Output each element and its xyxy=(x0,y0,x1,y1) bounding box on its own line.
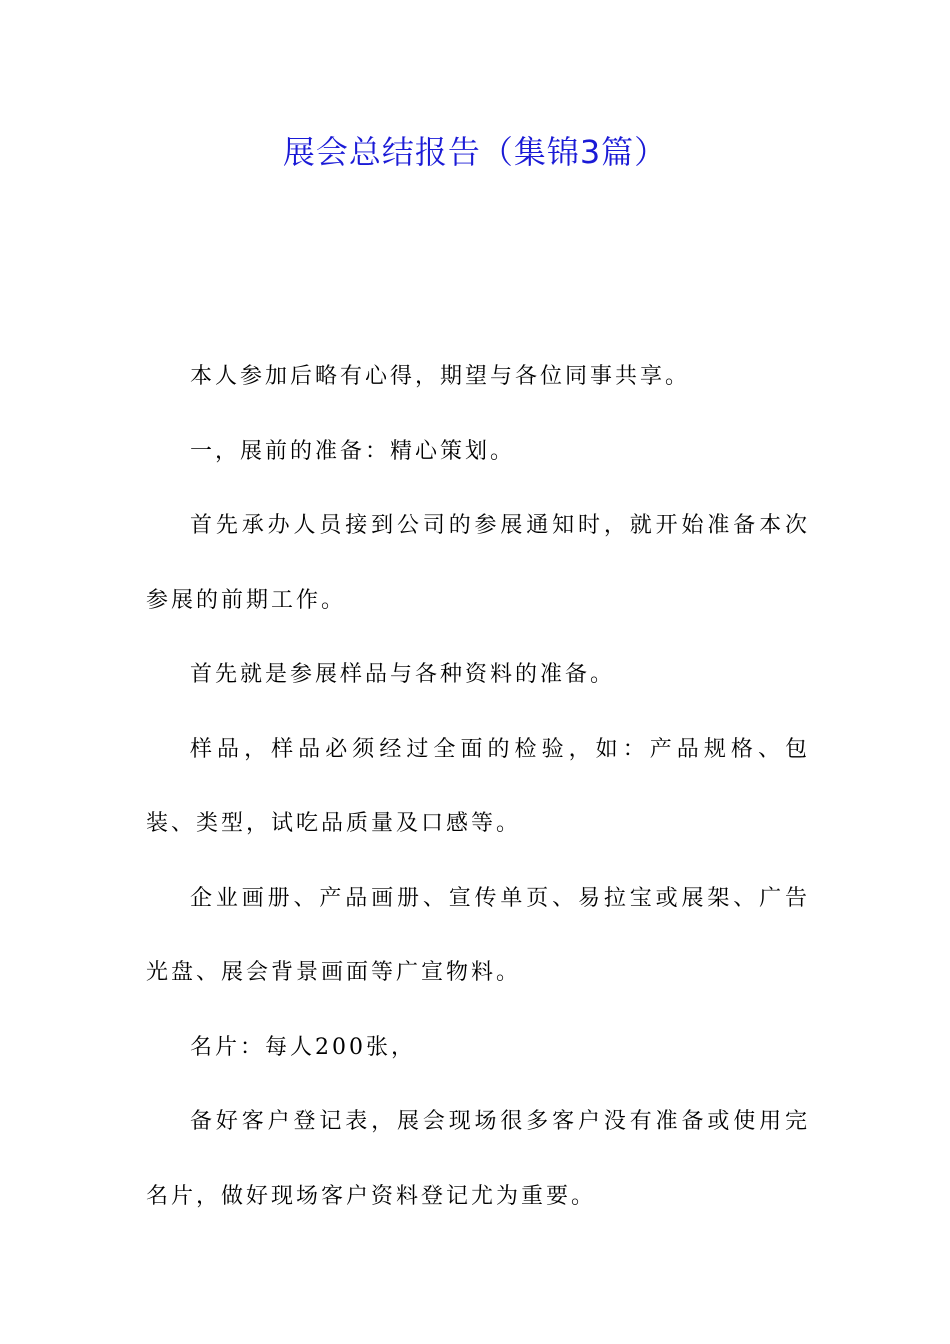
paragraph-1: 本人参加后略有心得，期望与各位同事共享。 xyxy=(190,364,691,389)
paragraph-3: 首先承办人员接到公司的参展通知时，就开始准备本次参展的前期工作。 xyxy=(146,513,810,613)
paragraph-6: 企业画册、产品画册、宣传单页、易拉宝或展架、广告光盘、展会背景画面等广宣物料。 xyxy=(146,885,810,985)
paragraph-5: 样品，样品必须经过全面的检验，如：产品规格、包装、类型，试吃品质量及口感等。 xyxy=(146,736,810,836)
document-title: 展会总结报告（集锦3篇） xyxy=(282,133,668,171)
paragraph-7: 名片：每人200张， xyxy=(190,1034,416,1060)
document-body xyxy=(146,340,810,1234)
paragraph-8: 备好客户登记表，展会现场很多客户没有准备或使用完名片，做好现场客户资料登记尤为重要。 xyxy=(146,1109,810,1209)
paragraph-2: 一，展前的准备：精心策划。 xyxy=(190,438,516,464)
paragraph-4: 首先就是参展样品与各种资料的准备。 xyxy=(190,662,616,687)
